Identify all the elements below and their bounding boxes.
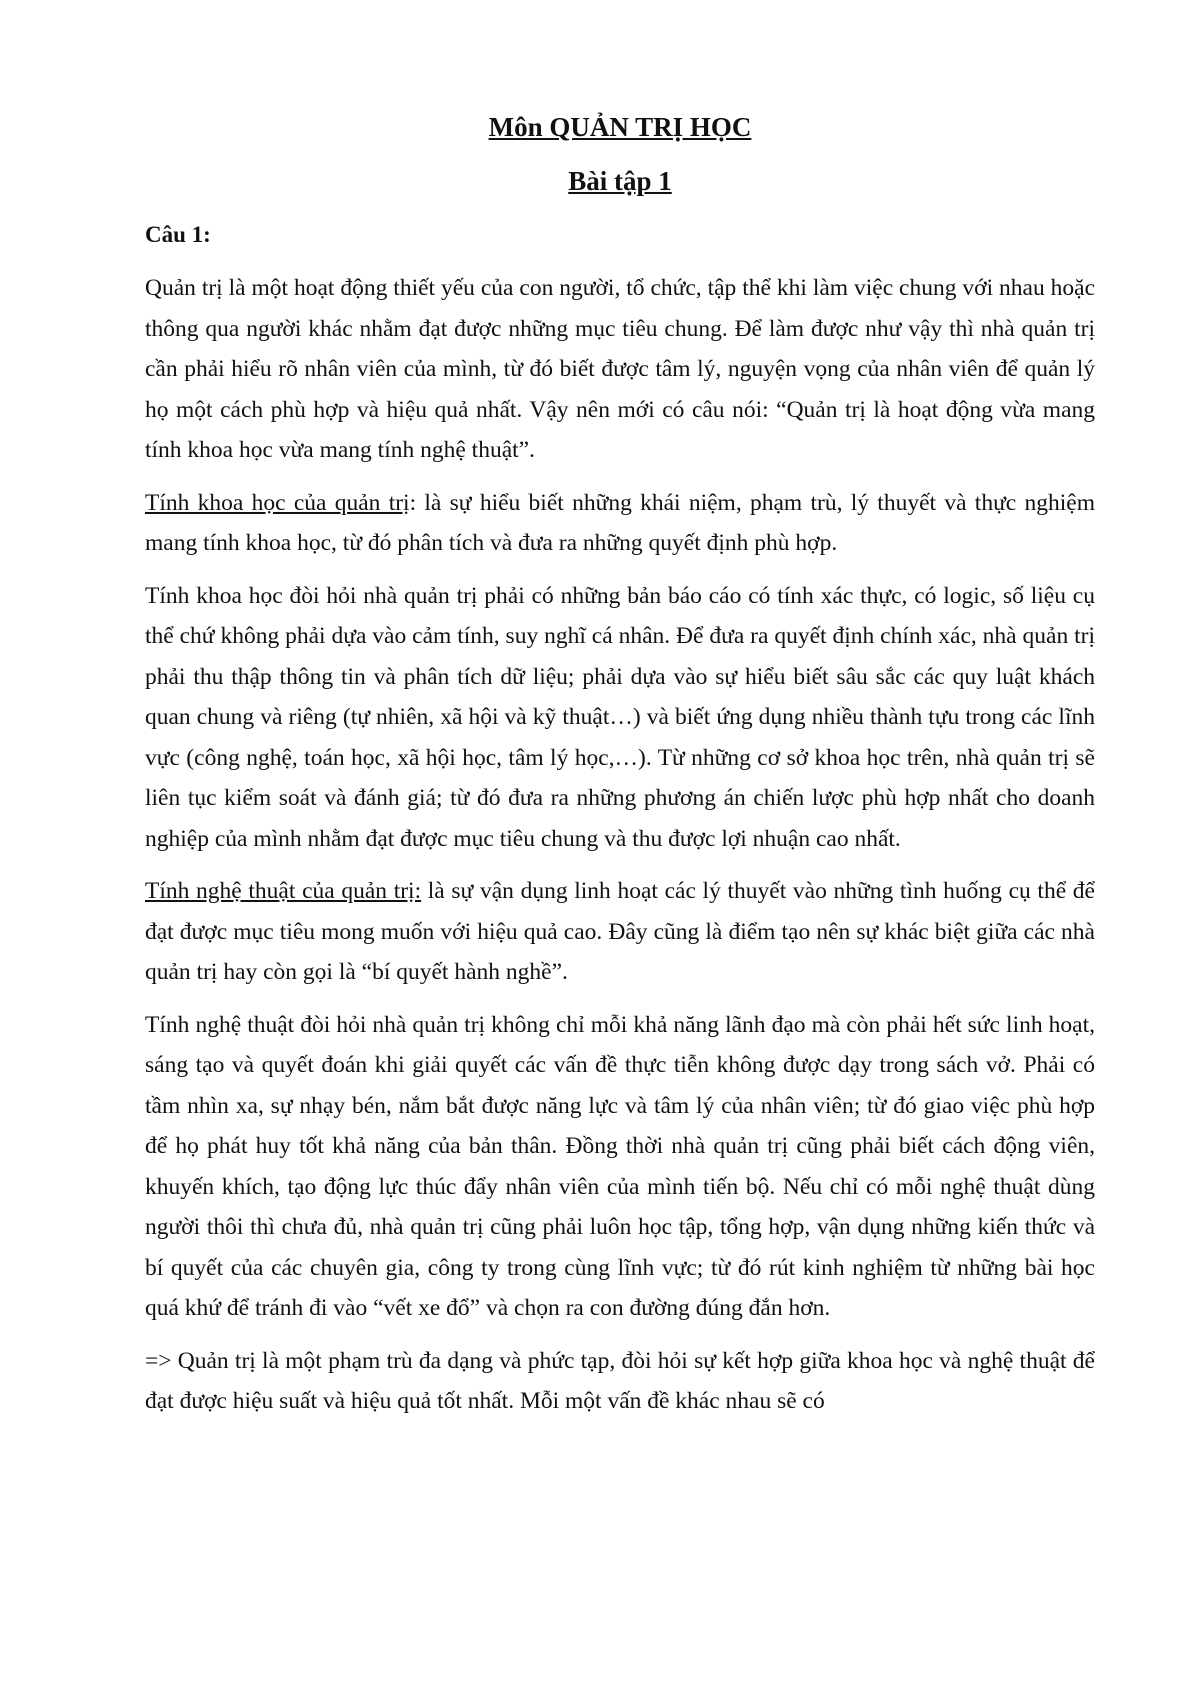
paragraph-text: Tính nghệ thuật đòi hỏi nhà quản trị không chỉ mỗi khả năng lãnh đạo mà còn phải hết sức linh hoạt, sáng tạo và quyết đoán khi giải quyết các vấn đề thực tiễn không được dạy trong sách vở. Phải có tầm nhìn xa, sự nhạy bén, nắm bắt được năng lực và tâm lý của nhân viên; từ đó giao việc phù hợp để họ phát huy tốt khả năng của bản thân. Đồng thời nhà quản trị cũng phải biết cách động viên, khuyến khích, tạo động lực thúc đẩy nhân viên của mình tiến bộ. Nếu chỉ có mỗi nghệ thuật dùng người thôi thì chưa đủ, nhà quản trị cũng phải luôn học tập, tổng hợp, vận dụng những kiến thức và bí quyết của các chuyên gia, công ty trong cùng lĩnh vực; từ đó rút kinh nghiệm từ những bài học quá khứ để tránh đi vào “vết xe đổ” và chọn ra con đường đúng đắn hơn. bbox=[145, 1011, 1095, 1321]
paragraph-artistic-definition bbox=[145, 871, 1095, 993]
document-title: Môn QUẢN TRỊ HỌC bbox=[488, 112, 752, 142]
document-subtitle: Bài tập 1 bbox=[568, 166, 672, 196]
question-label: Câu 1: bbox=[145, 222, 211, 247]
paragraph-lead: Tính khoa học của quản trị bbox=[145, 489, 410, 516]
paragraph-intro bbox=[145, 268, 1095, 471]
paragraph-text: Quản trị là một hoạt động thiết yếu của con người, tổ chức, tập thể khi làm việc chung với nhau hoặc thông qua người khác nhằm đạt được những mục tiêu chung. Để làm được như vậy thì nhà quản trị cần phải hiểu rõ nhân viên của mình, từ đó biết được tâm lý, nguyện vọng của nhân viên để quản lý họ một cách phù hợp và hiệu quả nhất. Vậy nên mới có câu nói: “Quản trị là hoạt động vừa mang tính khoa học vừa mang tính nghệ thuật”. bbox=[145, 275, 1095, 463]
document-body bbox=[145, 110, 1095, 1434]
paragraph-text: Tính khoa học đòi hỏi nhà quản trị phải có những bản báo cáo có tính xác thực, có logic, số liệu cụ thể chứ không phải dựa vào cảm tính, suy nghĩ cá nhân. Để đưa ra quyết định chính xác, nhà quản trị phải thu thập thông tin và phân tích dữ liệu; phải dựa vào sự hiểu biết sâu sắc các quy luật khách quan chung và riêng (tự nhiên, xã hội và kỹ thuật…) và biết ứng dụng nhiều thành tựu trong các lĩnh vực (công nghệ, toán học, xã hội học, tâm lý học,…). Từ những cơ sở khoa học trên, nhà quản trị sẽ liên tục kiểm soát và đánh giá; từ đó đưa ra những phương án chiến lược phù hợp nhất cho doanh nghiệp của mình nhằm đạt được mục tiêu chung và thu được lợi nhuận cao nhất. bbox=[145, 582, 1095, 852]
paragraph-conclusion bbox=[145, 1341, 1095, 1422]
paragraph-text: là sự vận dụng linh hoạt các lý thuyết vào những tình huống cụ thể để đạt được mục tiêu mong muốn với hiệu quả cao. Đây cũng là điểm tạo nên sự khác biệt giữa các nhà quản trị hay còn gọi là “bí quyết hành nghề”. bbox=[145, 878, 1095, 985]
paragraph-text: : là sự hiểu biết những khái niệm, phạm trù, lý thuyết và thực nghiệm mang tính khoa học, từ đó phân tích và đưa ra những quyết định phù hợp. bbox=[145, 489, 1096, 556]
paragraph-text: => Quản trị là một phạm trù đa dạng và phức tạp, đòi hỏi sự kết hợp giữa khoa học và nghệ thuật để đạt được hiệu suất và hiệu quả tốt nhất. Mỗi một vấn đề khác nhau sẽ có bbox=[145, 1347, 1095, 1414]
paragraph-scientific-detail bbox=[145, 576, 1095, 860]
paragraph-scientific-definition bbox=[145, 483, 1095, 564]
paragraph-lead: Tính nghệ thuật của quản trị: bbox=[145, 878, 422, 904]
paragraph-artistic-detail bbox=[145, 1005, 1095, 1329]
